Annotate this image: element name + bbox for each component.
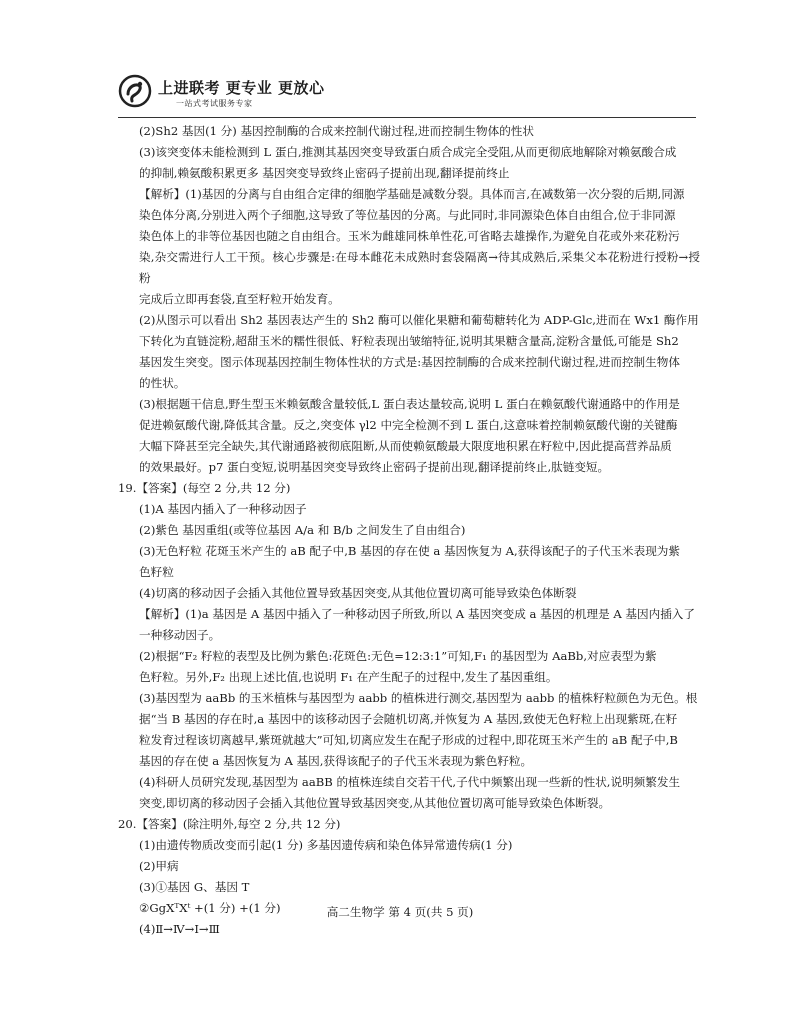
text-line-l14: 促进赖氨酸代谢,降低其含量。反之,突变体 γl2 中完全检测不到 L 蛋白,这意味着控制赖氨酸代谢的关键酶	[139, 418, 678, 432]
text-line-l07: 染,杂交需进行人工干预。核心步骤是:在母本雌花未成熟时套袋隔离→待其成熟后,采集父本花粉进行授粉→授粉	[139, 250, 700, 285]
brand-name: 上进联考 更专业 更放心	[158, 79, 325, 97]
text-line-l01: (2)Sh2 基因(1 分) 基因控制酶的合成来控制代谢过程,进而控制生物体的性状	[139, 124, 534, 138]
text-line-l23: 【解析】(1)a 基因是 A 基因中插入了一种移动因子所致,所以 A 基因突变成 a 基因的机理是 A 基因内插入了	[139, 607, 695, 621]
text-line-l02: (3)该突变体未能检测到 L 蛋白,推测其基因突变导致蛋白质合成完全受阻,从而更彻底地解除对赖氨酸合成	[139, 145, 677, 159]
page-footer: 高二生物学 第 4 页(共 5 页)	[326, 905, 474, 919]
text-line-l31: (4)科研人员研究发现,基因型为 aaBB 的植株连续自交若干代,子代中频繁出现一些新的性状,说明频繁发生	[139, 775, 681, 789]
text-line-l16: 的效果最好。p7 蛋白变短,说明基因突变导致终止密码子提前出现,翻译提前终止,肽链变短。	[139, 460, 610, 474]
text-line-l30: 基因的存在使 a 基因恢复为 A 基因,获得该配子的子代玉米表现为紫色籽粒。	[139, 754, 533, 768]
text-line-l04: 【解析】(1)基因的分离与自由组合定律的细胞学基础是减数分裂。具体而言,在减数第一次分裂的后期,同源	[139, 187, 685, 201]
text-line-l35: (2)甲病	[139, 859, 179, 873]
header-divider	[118, 117, 696, 118]
brand-slogan: 一站式考试服务专家	[176, 99, 253, 108]
text-line-l06: 染色体上的非等位基因也随之自由组合。玉米为雌雄同株单性花,可省略去雄操作,为避免自花或外来花粉污	[139, 229, 680, 243]
text-line-l29: 粒发育过程该切离越早,紫斑就越大”可知,切离应发生在配子形成的过程中,即花斑玉米产生的 aB 配子中,B	[139, 733, 678, 747]
text-line-l09: (2)从图示可以看出 Sh2 基因表达产生的 Sh2 酶可以催化果糖和葡萄糖转化为 ADP-Glc,进而在 Wx1 酶作用	[139, 313, 699, 327]
text-line-l08: 完成后立即再套袋,直至籽粒开始发育。	[139, 292, 340, 306]
text-line-l37: ②GgXᵀXᵗ +(1 分) +(1 分)	[139, 901, 281, 915]
text-line-l24: 一种移动因子。	[139, 628, 221, 642]
answer-text	[118, 121, 700, 940]
text-line-l03: 的抑制,赖氨酸积累更多 基因突变导致终止密码子提前出现,翻译提前终止	[139, 166, 510, 180]
page-header	[118, 70, 418, 116]
text-line-l38: (4)Ⅱ→Ⅳ→Ⅰ→Ⅲ	[139, 922, 220, 936]
text-line-l33: 20.【答案】(除注明外,每空 2 分,共 12 分)	[118, 817, 341, 831]
text-line-l11: 基因发生突变。图示体现基因控制生物体性状的方式是:基因控制酶的合成来控制代谢过程,进而控制生物体	[139, 355, 680, 369]
text-line-l18: (1)A 基因内插入了一种移动因子	[139, 502, 307, 516]
text-line-l22: (4)切离的移动因子会插入其他位置导致基因突变,从其他位置切离可能导致染色体断裂	[139, 586, 577, 600]
text-line-l10: 下转化为直链淀粉,超甜玉米的糯性很低、籽粒表现出皱缩特征,说明其果糖含量高,淀粉含量低,可能是 Sh2	[139, 334, 679, 348]
text-line-l26: 色籽粒。另外,F₂ 出现上述比值,也说明 F₁ 在产生配子的过程中,发生了基因重组。	[139, 670, 558, 684]
text-line-l20: (3)无色籽粒 花斑玉米产生的 aB 配子中,B 基因的存在使 a 基因恢复为 A,获得该配子的子代玉米表现为紫	[139, 544, 680, 558]
text-line-l27: (3)基因型为 aaBb 的玉米植株与基因型为 aabb 的植株进行测交,基因型为 aabb 的植株籽粒颜色为无色。根	[139, 691, 698, 705]
text-line-l25: (2)根据“F₂ 籽粒的表型及比例为紫色:花斑色:无色=12:3:1”可知,F₁ 的基因型为 AaBb,对应表型为紫	[139, 649, 657, 663]
text-line-l21: 色籽粒	[139, 565, 174, 579]
text-line-l15: 大幅下降甚至完全缺失,其代谢通路被彻底阻断,从而使赖氨酸最大限度地积累在籽粒中,因此提高营养品质	[139, 439, 672, 453]
text-line-l12: 的性状。	[139, 376, 186, 390]
text-line-l19: (2)紫色 基因重组(或等位基因 A/a 和 B/b 之间发生了自由组合)	[139, 523, 466, 537]
text-line-l13: (3)根据题干信息,野生型玉米赖氨酸含量较低,L 蛋白表达量较高,说明 L 蛋白在赖氨酸代谢通路中的作用是	[139, 397, 680, 411]
text-line-l17: 19.【答案】(每空 2 分,共 12 分)	[118, 481, 291, 495]
logo-icon	[118, 74, 152, 108]
text-line-l36: (3)①基因 G、基因 T	[139, 880, 250, 894]
text-line-l32: 突变,即切离的移动因子会插入其他位置导致基因突变,从其他位置切离可能导致染色体断裂。	[139, 796, 611, 810]
text-line-l28: 据“当 B 基因的存在时,a 基因中的该移动因子会随机切离,并恢复为 A 基因,致使无色籽粒上出现紫斑,在籽	[139, 712, 678, 726]
text-line-l05: 染色体分离,分别进入两个子细胞,这导致了等位基因的分离。与此同时,非同源染色体自由组合,位于非同源	[139, 208, 676, 222]
text-line-l34: (1)由遗传物质改变而引起(1 分) 多基因遗传病和染色体异常遗传病(1 分)	[139, 838, 513, 852]
